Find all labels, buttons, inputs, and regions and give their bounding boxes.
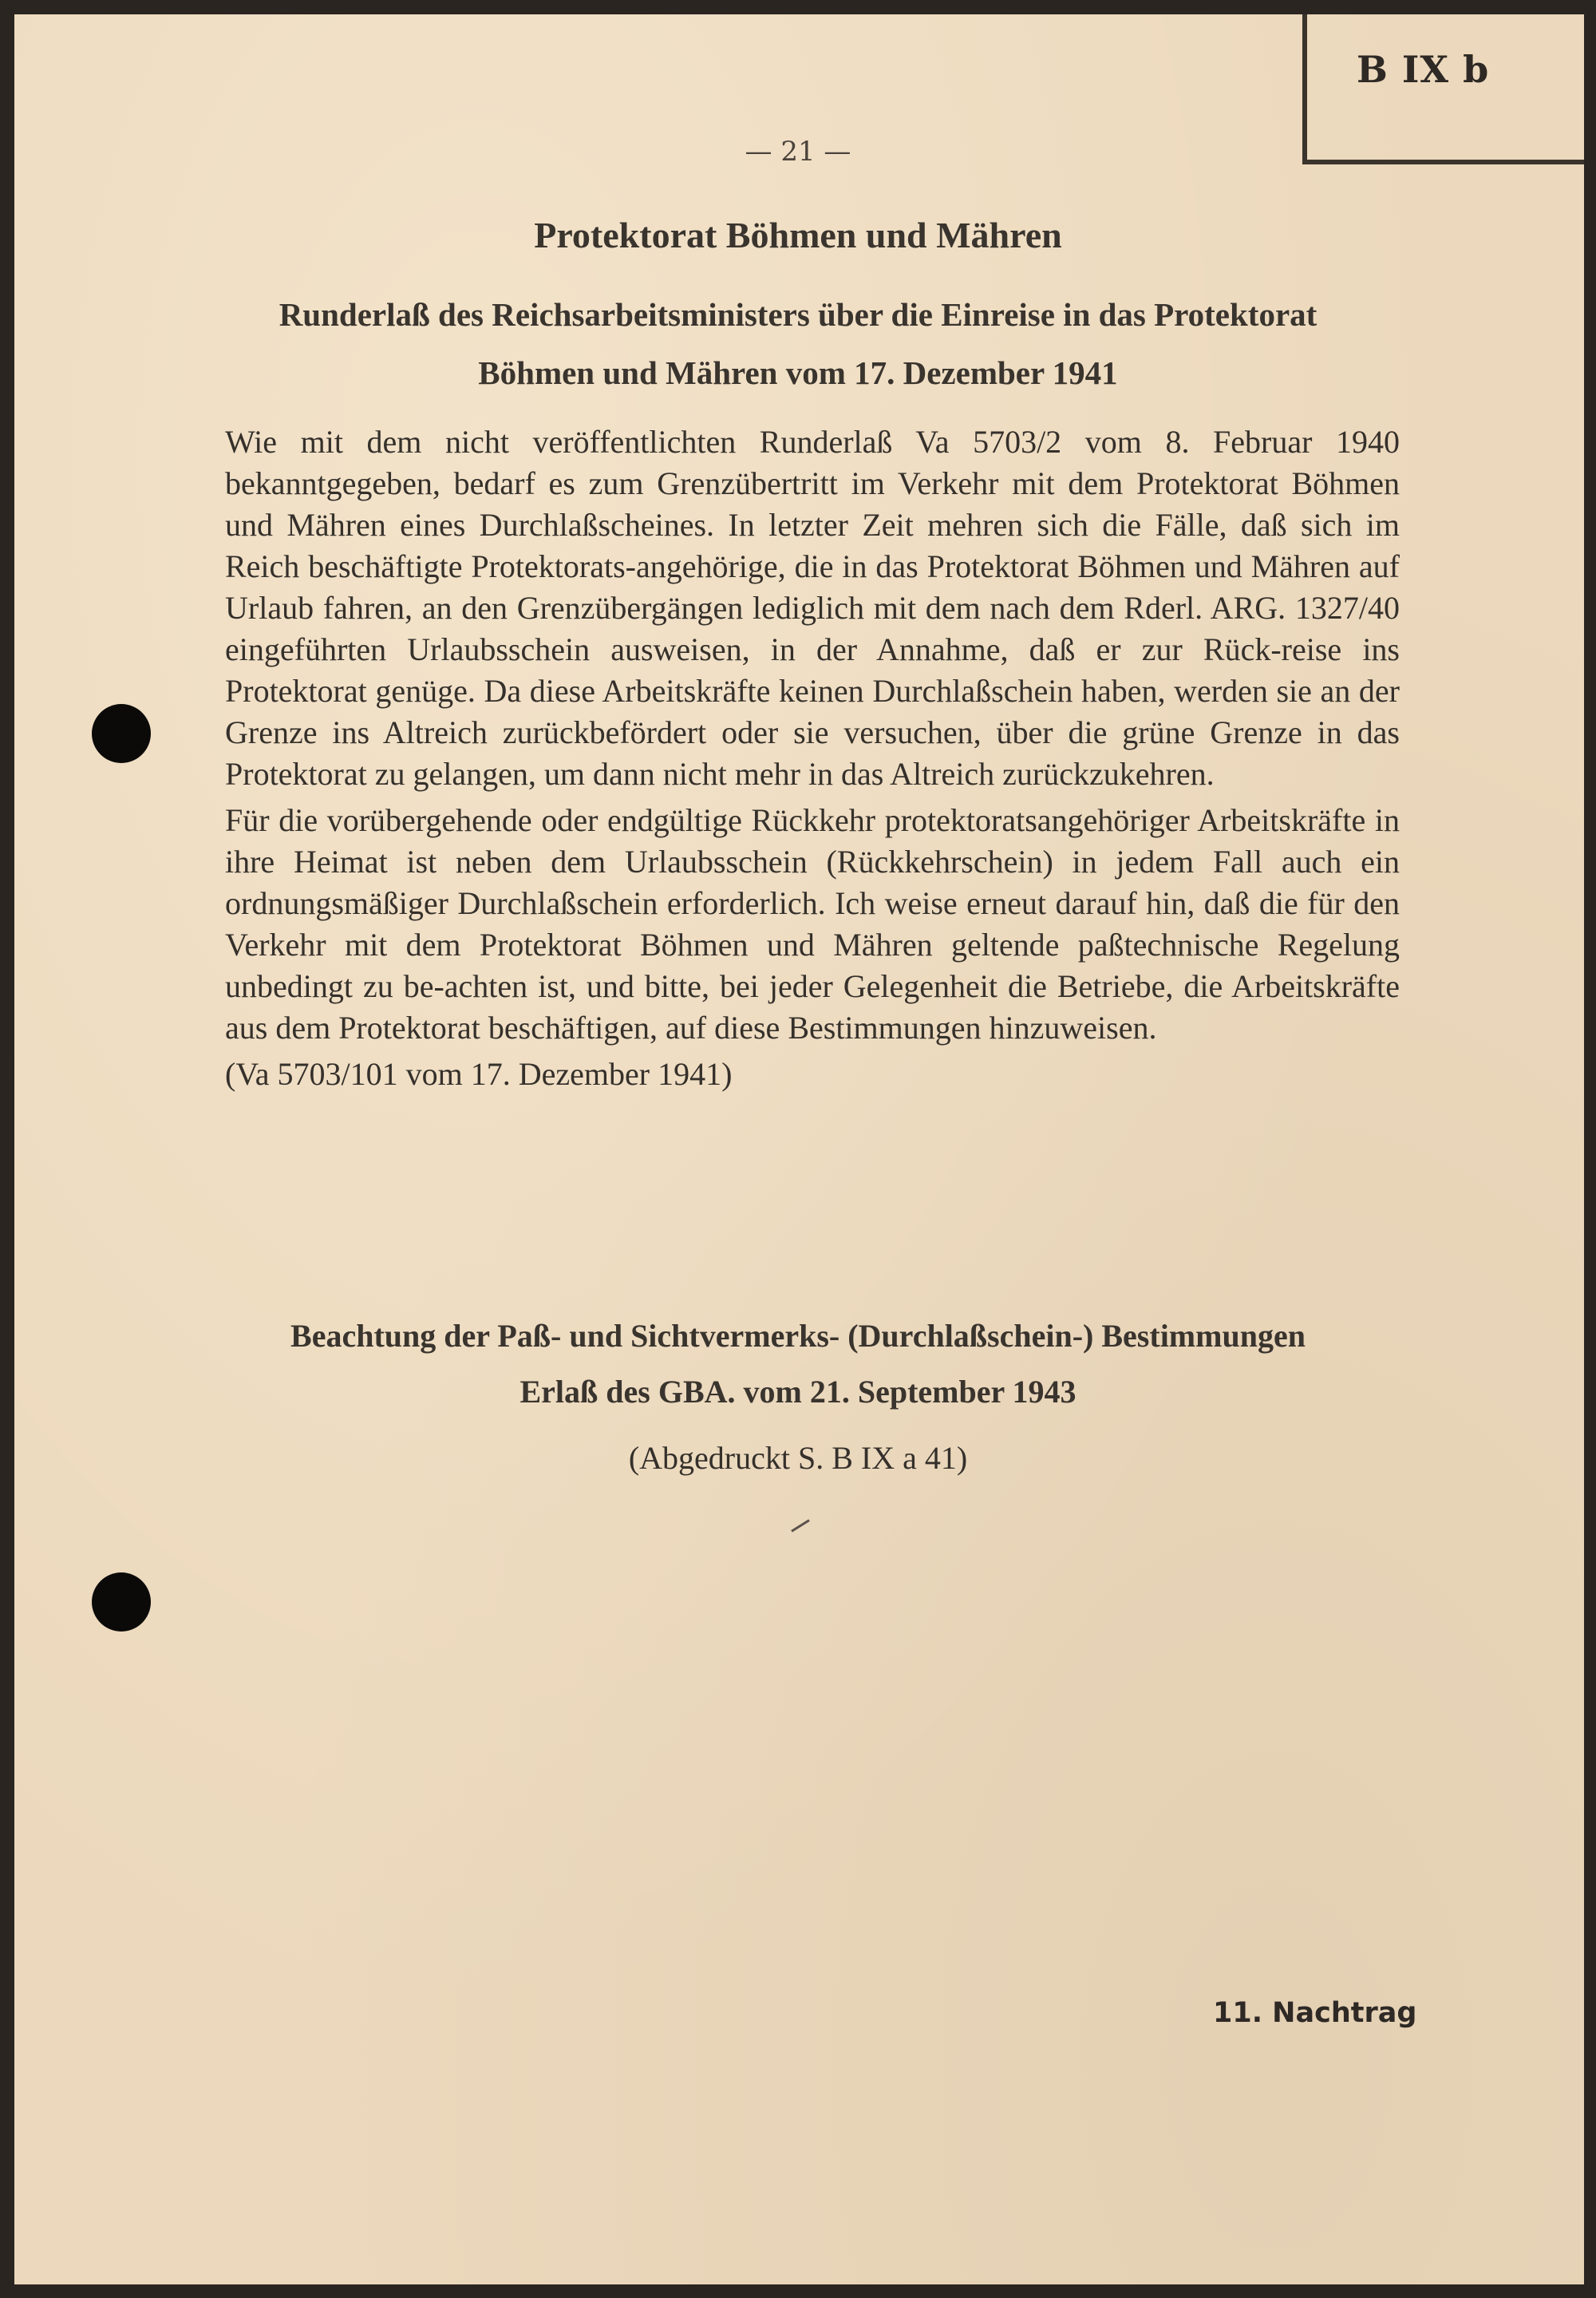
decree1-reference: (Va 5703/101 vom 17. Dezember 1941) [225, 1056, 733, 1092]
decree1-paragraph2: Für die vorübergehende oder endgültige Rückkehr protektoratsangehöriger Arbeitskräfte in ihre Heimat ist neben dem Urlaubsschein (Rückkehrschein) in jedem Fall auch ein ordnungsmäßiger Durchlaßschein erforderlich. Ich weise erneut darauf hin, daß die für den Verkehr mit dem Protektorat Böhmen und Mähren geltende paßtechnische Regelung unbedingt zu be-achten ist, und bitte, bei jeder Gelegenheit die Betriebe, die Arbeitskräfte aus dem Protektorat beschäftigen, auf diese Bestimmungen hinzuweisen. [225, 802, 1400, 1046]
scan-border-top [0, 0, 1596, 14]
decree1-title-line2: Böhmen und Mähren vom 17. Dezember 1941 [478, 354, 1118, 391]
pencil-mark [791, 1519, 810, 1532]
scan-border-bottom [0, 2284, 1596, 2298]
decree1-paragraph1: Wie mit dem nicht veröffentlichten Runderlaß Va 5703/2 vom 8. Februar 1940 bekanntgegeben, bedarf es zum Grenzübertritt im Verkehr mit dem Protektorat Böhmen und Mähren eines Durchlaßscheines. In letzter Zeit mehren sich die Fälle, daß sich im Reich beschäftigte Protektorats-angehörige, die in das Protektorat Böhmen und Mähren auf Urlaub fahren, an den Grenzübergängen lediglich mit dem nach dem Rderl. ARG. 1327/40 eingeführten Urlaubsschein ausweisen, in der Annahme, daß er zur Rück-reise ins Protektorat genüge. Da diese Arbeitskräfte keinen Durchlaßschein haben, werden sie an der Grenze ins Altreich zurückbefördert oder sie versuchen, über die grüne Grenze in das Protektorat zu gelangen, um dann nicht mehr in das Altreich zurückzukehren. [225, 424, 1400, 792]
punch-hole-lower [92, 1572, 151, 1632]
scan-border-left [0, 0, 14, 2298]
section-title: Protektorat Böhmen und Mähren [534, 215, 1062, 255]
punch-hole-upper [92, 704, 151, 763]
scan-border-right [1584, 0, 1596, 2298]
decree1-body [225, 421, 1400, 1100]
decree2-title-line2: Erlaß des GBA. vom 21. September 1943 [519, 1374, 1077, 1410]
decree2-title-line1: Beachtung der Paß- und Sichtvermerks- (Durchlaßschein-) Bestimmungen [290, 1318, 1306, 1354]
register-tab-label: B IX b [1357, 48, 1490, 91]
page-number: — 21 — [745, 136, 851, 168]
decree1-title-line1: Runderlaß des Reichsarbeitsministers über die Einreise in das Protektorat [279, 296, 1317, 333]
supplement-label: 11. Nachtrag [1213, 1997, 1417, 2029]
decree2-reference: (Abgedruckt S. B IX a 41) [628, 1440, 968, 1476]
